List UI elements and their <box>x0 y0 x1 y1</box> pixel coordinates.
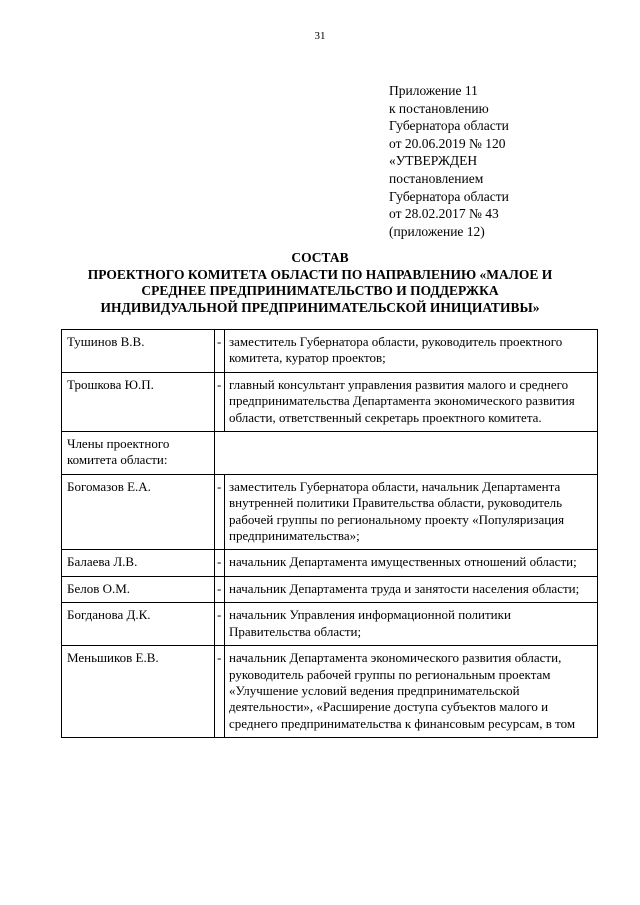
appendix-line: «УТВЕРЖДЕН <box>389 153 478 169</box>
table-row <box>62 432 598 475</box>
appendix-line: Губернатора области <box>389 188 509 204</box>
member-role: начальник Департамента труда и занятости населения области; <box>225 576 598 602</box>
table-row <box>62 330 598 373</box>
member-dash: - <box>215 646 225 738</box>
table-row <box>62 474 598 550</box>
member-role: начальник Управления информационной политики Правительства области; <box>225 603 598 646</box>
appendix-reference <box>389 82 509 240</box>
title-line: ПРОЕКТНОГО КОМИТЕТА ОБЛАСТИ ПО НАПРАВЛЕНИЮ «МАЛОЕ И <box>87 266 553 282</box>
appendix-line: Губернатора области <box>389 118 509 134</box>
member-role: начальник Департамента экономического развития области, руководитель рабочей группы по региональным проектам «Улучшение условий ведения предпринимательской деятельности», «Расширение доступа субъектов малого и среднего предпринимательства к финансовым ресурсам, в том <box>225 646 598 738</box>
table-row <box>62 603 598 646</box>
member-role: главный консультант управления развития малого и среднего предпринимательства Департамента экономического развития области, ответственный секретарь проектного комитета. <box>225 372 598 431</box>
member-name: Меньшиков Е.В. <box>62 646 215 738</box>
member-role: начальник Департамента имущественных отношений области; <box>225 550 598 576</box>
member-role: заместитель Губернатора области, руководитель проектного комитета, куратор проектов; <box>225 330 598 373</box>
members-table <box>61 329 598 738</box>
table-row <box>62 372 598 431</box>
members-group-label: Члены проектного комитета области: <box>62 432 215 475</box>
table-row <box>62 550 598 576</box>
member-name: Балаева Л.В. <box>62 550 215 576</box>
member-dash: - <box>215 372 225 431</box>
member-name: Трошкова Ю.П. <box>62 372 215 431</box>
member-name: Богданова Д.К. <box>62 603 215 646</box>
appendix-line: постановлением <box>389 170 484 186</box>
member-name: Богомазов Е.А. <box>62 474 215 550</box>
table-row <box>62 646 598 738</box>
table-row <box>62 576 598 602</box>
member-dash: - <box>215 603 225 646</box>
member-dash: - <box>215 576 225 602</box>
appendix-line: от 20.06.2019 № 120 <box>389 135 506 151</box>
member-name: Тушинов В.В. <box>62 330 215 373</box>
member-dash: - <box>215 474 225 550</box>
member-role: заместитель Губернатора области, начальник Департамента внутренней политики Правительства области, руководитель рабочей группы по региональному проекту «Популяризация предпринимательства»; <box>225 474 598 550</box>
title-line: СОСТАВ <box>291 250 349 265</box>
member-dash: - <box>215 550 225 576</box>
member-dash: - <box>215 330 225 373</box>
title-line: ИНДИВИДУАЛЬНОЙ ПРЕДПРИНИМАТЕЛЬСКОЙ ИНИЦИАТИВЫ» <box>100 299 540 315</box>
page-number: 31 <box>314 30 326 42</box>
appendix-line: к постановлению <box>389 100 489 116</box>
members-table-container <box>61 329 600 849</box>
document-title <box>40 250 600 316</box>
member-role <box>215 432 598 475</box>
appendix-line: от 28.02.2017 № 43 <box>389 206 499 222</box>
appendix-line: Приложение 11 <box>389 83 478 98</box>
title-line: СРЕДНЕЕ ПРЕДПРИНИМАТЕЛЬСТВО И ПОДДЕРЖКА <box>141 283 499 299</box>
member-name: Белов О.М. <box>62 576 215 602</box>
appendix-line: (приложение 12) <box>389 223 485 239</box>
